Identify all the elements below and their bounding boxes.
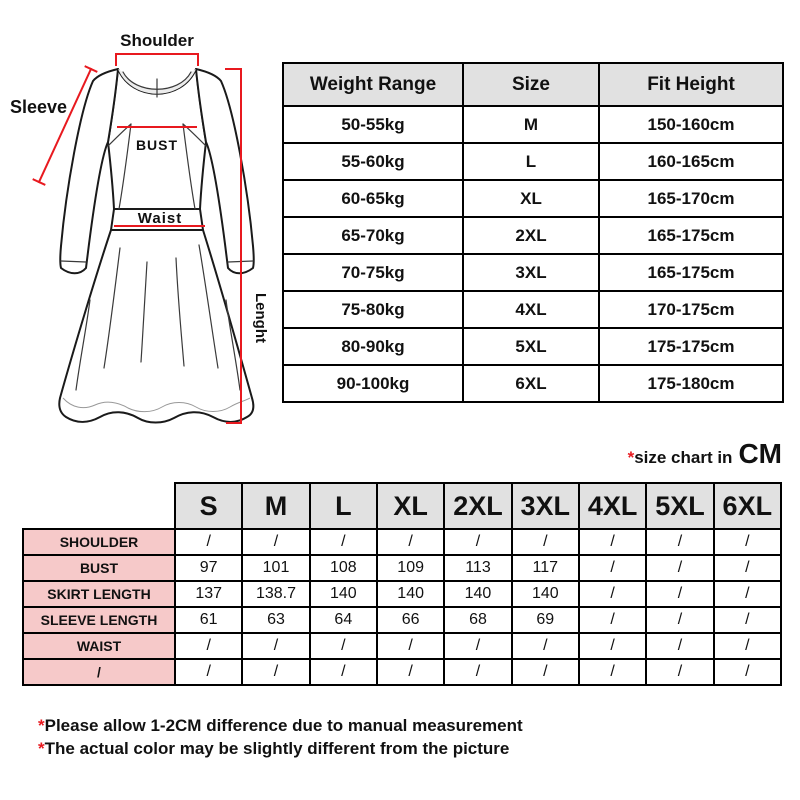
size-column-header: 3XL — [512, 483, 579, 529]
weight-table-cell: 175-175cm — [599, 328, 783, 365]
size-table-cell: 138.7 — [242, 581, 309, 607]
dress-outline — [59, 69, 254, 423]
size-table-row — [23, 659, 781, 685]
size-table-row — [23, 633, 781, 659]
fit-height-header: Fit Height — [599, 63, 783, 106]
size-table-cell: / — [579, 529, 646, 555]
asterisk: * — [38, 739, 45, 758]
weight-table-cell: M — [463, 106, 599, 143]
size-column-header: 5XL — [646, 483, 713, 529]
size-table-cell: / — [579, 555, 646, 581]
weight-table-cell: 5XL — [463, 328, 599, 365]
note-text: Please allow 1-2CM difference due to manual measurement — [44, 716, 523, 735]
note-text: The actual color may be slightly different from the picture — [44, 739, 510, 758]
asterisk: * — [38, 716, 45, 735]
size-table-cell: 140 — [377, 581, 444, 607]
notes — [38, 714, 523, 760]
weight-table-cell: 90-100kg — [283, 365, 463, 402]
size-table-cell: / — [444, 633, 511, 659]
weight-table-row — [283, 180, 783, 217]
size-table-row — [23, 529, 781, 555]
size-table-cell: / — [579, 633, 646, 659]
weight-table-cell: 175-180cm — [599, 365, 783, 402]
weight-table-row — [283, 365, 783, 402]
weight-table-cell: 55-60kg — [283, 143, 463, 180]
size-table-cell: / — [242, 659, 309, 685]
size-table-cell: / — [175, 659, 242, 685]
weight-table-cell: 70-75kg — [283, 254, 463, 291]
size-table-cell: 137 — [175, 581, 242, 607]
size-table-cell: / — [714, 607, 781, 633]
size-table-row — [23, 581, 781, 607]
measurement-row-label: WAIST — [23, 633, 175, 659]
size-table-cell: / — [377, 659, 444, 685]
size-column-header: S — [175, 483, 242, 529]
weight-table-cell: 75-80kg — [283, 291, 463, 328]
size-table-cell: 140 — [512, 581, 579, 607]
size-table-cell: 117 — [512, 555, 579, 581]
size-table-cell: / — [377, 633, 444, 659]
size-table-cell: / — [175, 633, 242, 659]
weight-table-cell: 2XL — [463, 217, 599, 254]
size-table-cell: / — [242, 633, 309, 659]
weight-table-cell: 65-70kg — [283, 217, 463, 254]
weight-table-cell: 80-90kg — [283, 328, 463, 365]
size-table-cell: / — [242, 529, 309, 555]
note-line — [38, 737, 523, 760]
size-table-cell: 109 — [377, 555, 444, 581]
weight-table-cell: 6XL — [463, 365, 599, 402]
size-table-cell: / — [714, 529, 781, 555]
size-table-cell: / — [646, 633, 713, 659]
weight-table-body — [283, 106, 783, 402]
size-column-header: 6XL — [714, 483, 781, 529]
size-note-unit: CM — [738, 438, 782, 469]
size-table-cell: 66 — [377, 607, 444, 633]
weight-table-cell: 165-175cm — [599, 217, 783, 254]
measurement-row-label: SHOULDER — [23, 529, 175, 555]
size-table-cell: / — [714, 555, 781, 581]
weight-table-cell: 4XL — [463, 291, 599, 328]
size-header: Size — [463, 63, 599, 106]
size-table-cell: 97 — [175, 555, 242, 581]
weight-table-cell: L — [463, 143, 599, 180]
size-measurements-table — [22, 482, 782, 686]
size-column-header: L — [310, 483, 377, 529]
weight-table-cell: XL — [463, 180, 599, 217]
size-column-header: M — [242, 483, 309, 529]
size-table-body — [23, 529, 781, 685]
weight-table-cell: 165-175cm — [599, 254, 783, 291]
shoulder-measure-line — [116, 54, 198, 65]
size-table-cell: / — [512, 659, 579, 685]
size-table-cell: / — [512, 633, 579, 659]
weight-table-cell: 3XL — [463, 254, 599, 291]
weight-table-row — [283, 143, 783, 180]
size-table-cell: / — [310, 529, 377, 555]
size-table-cell: 140 — [444, 581, 511, 607]
size-table-cell: / — [512, 529, 579, 555]
measurement-row-label: SKIRT LENGTH — [23, 581, 175, 607]
dress-skirt — [59, 230, 253, 423]
size-table-cell: / — [377, 529, 444, 555]
size-table-cell: / — [579, 581, 646, 607]
size-table-cell: 69 — [512, 607, 579, 633]
size-table-cell: / — [310, 633, 377, 659]
asterisk: * — [627, 448, 635, 467]
size-table-cell: 108 — [310, 555, 377, 581]
blank-corner-cell — [23, 483, 175, 529]
weight-table-cell: 170-175cm — [599, 291, 783, 328]
measurement-row-label: SLEEVE LENGTH — [23, 607, 175, 633]
size-table-cell: / — [310, 659, 377, 685]
weight-table-row — [283, 106, 783, 143]
weight-table-cell: 60-65kg — [283, 180, 463, 217]
weight-table-row — [283, 217, 783, 254]
size-table-cell: / — [714, 659, 781, 685]
note-line — [38, 714, 523, 737]
size-table-cell: 68 — [444, 607, 511, 633]
shoulder-label: Shoulder — [120, 31, 194, 50]
weight-range-header: Weight Range — [283, 63, 463, 106]
length-label: Lenght — [252, 293, 269, 343]
size-table-cell: / — [579, 659, 646, 685]
size-table-cell: 63 — [242, 607, 309, 633]
size-table-header-row — [23, 483, 781, 529]
size-table-cell: / — [444, 529, 511, 555]
weight-table-row — [283, 254, 783, 291]
size-table-row — [23, 607, 781, 633]
size-column-header: XL — [377, 483, 444, 529]
measurement-row-label: / — [23, 659, 175, 685]
waist-label: Waist — [137, 210, 183, 227]
dress-measurement-diagram — [0, 0, 280, 440]
size-note-text: size chart in — [634, 448, 733, 467]
size-column-header: 2XL — [444, 483, 511, 529]
weight-table-cell: 165-170cm — [599, 180, 783, 217]
size-table-cell: / — [444, 659, 511, 685]
size-table-cell: / — [646, 581, 713, 607]
weight-table-header-row — [283, 63, 783, 106]
size-table-cell: / — [646, 607, 713, 633]
weight-table-cell: 50-55kg — [283, 106, 463, 143]
size-column-header: 4XL — [579, 483, 646, 529]
size-table-cell: / — [714, 581, 781, 607]
weight-table-cell: 160-165cm — [599, 143, 783, 180]
size-table-cell: 101 — [242, 555, 309, 581]
size-table-cell: 64 — [310, 607, 377, 633]
size-table-cell: / — [714, 633, 781, 659]
weight-table-cell: 150-160cm — [599, 106, 783, 143]
size-table-cell: / — [646, 659, 713, 685]
weight-table-row — [283, 328, 783, 365]
sleeve-label: Sleeve — [10, 97, 68, 117]
size-table-cell: 140 — [310, 581, 377, 607]
size-table-cell: / — [646, 529, 713, 555]
size-table-cell: / — [646, 555, 713, 581]
size-table-cell: 61 — [175, 607, 242, 633]
measurement-row-label: BUST — [23, 555, 175, 581]
size-table-cell: / — [579, 607, 646, 633]
size-table-row — [23, 555, 781, 581]
weight-table — [282, 62, 784, 403]
size-chart-unit-note — [628, 438, 782, 470]
weight-table-row — [283, 291, 783, 328]
bust-label: BUST — [135, 137, 179, 153]
size-table-cell: / — [175, 529, 242, 555]
size-table-cell: 113 — [444, 555, 511, 581]
